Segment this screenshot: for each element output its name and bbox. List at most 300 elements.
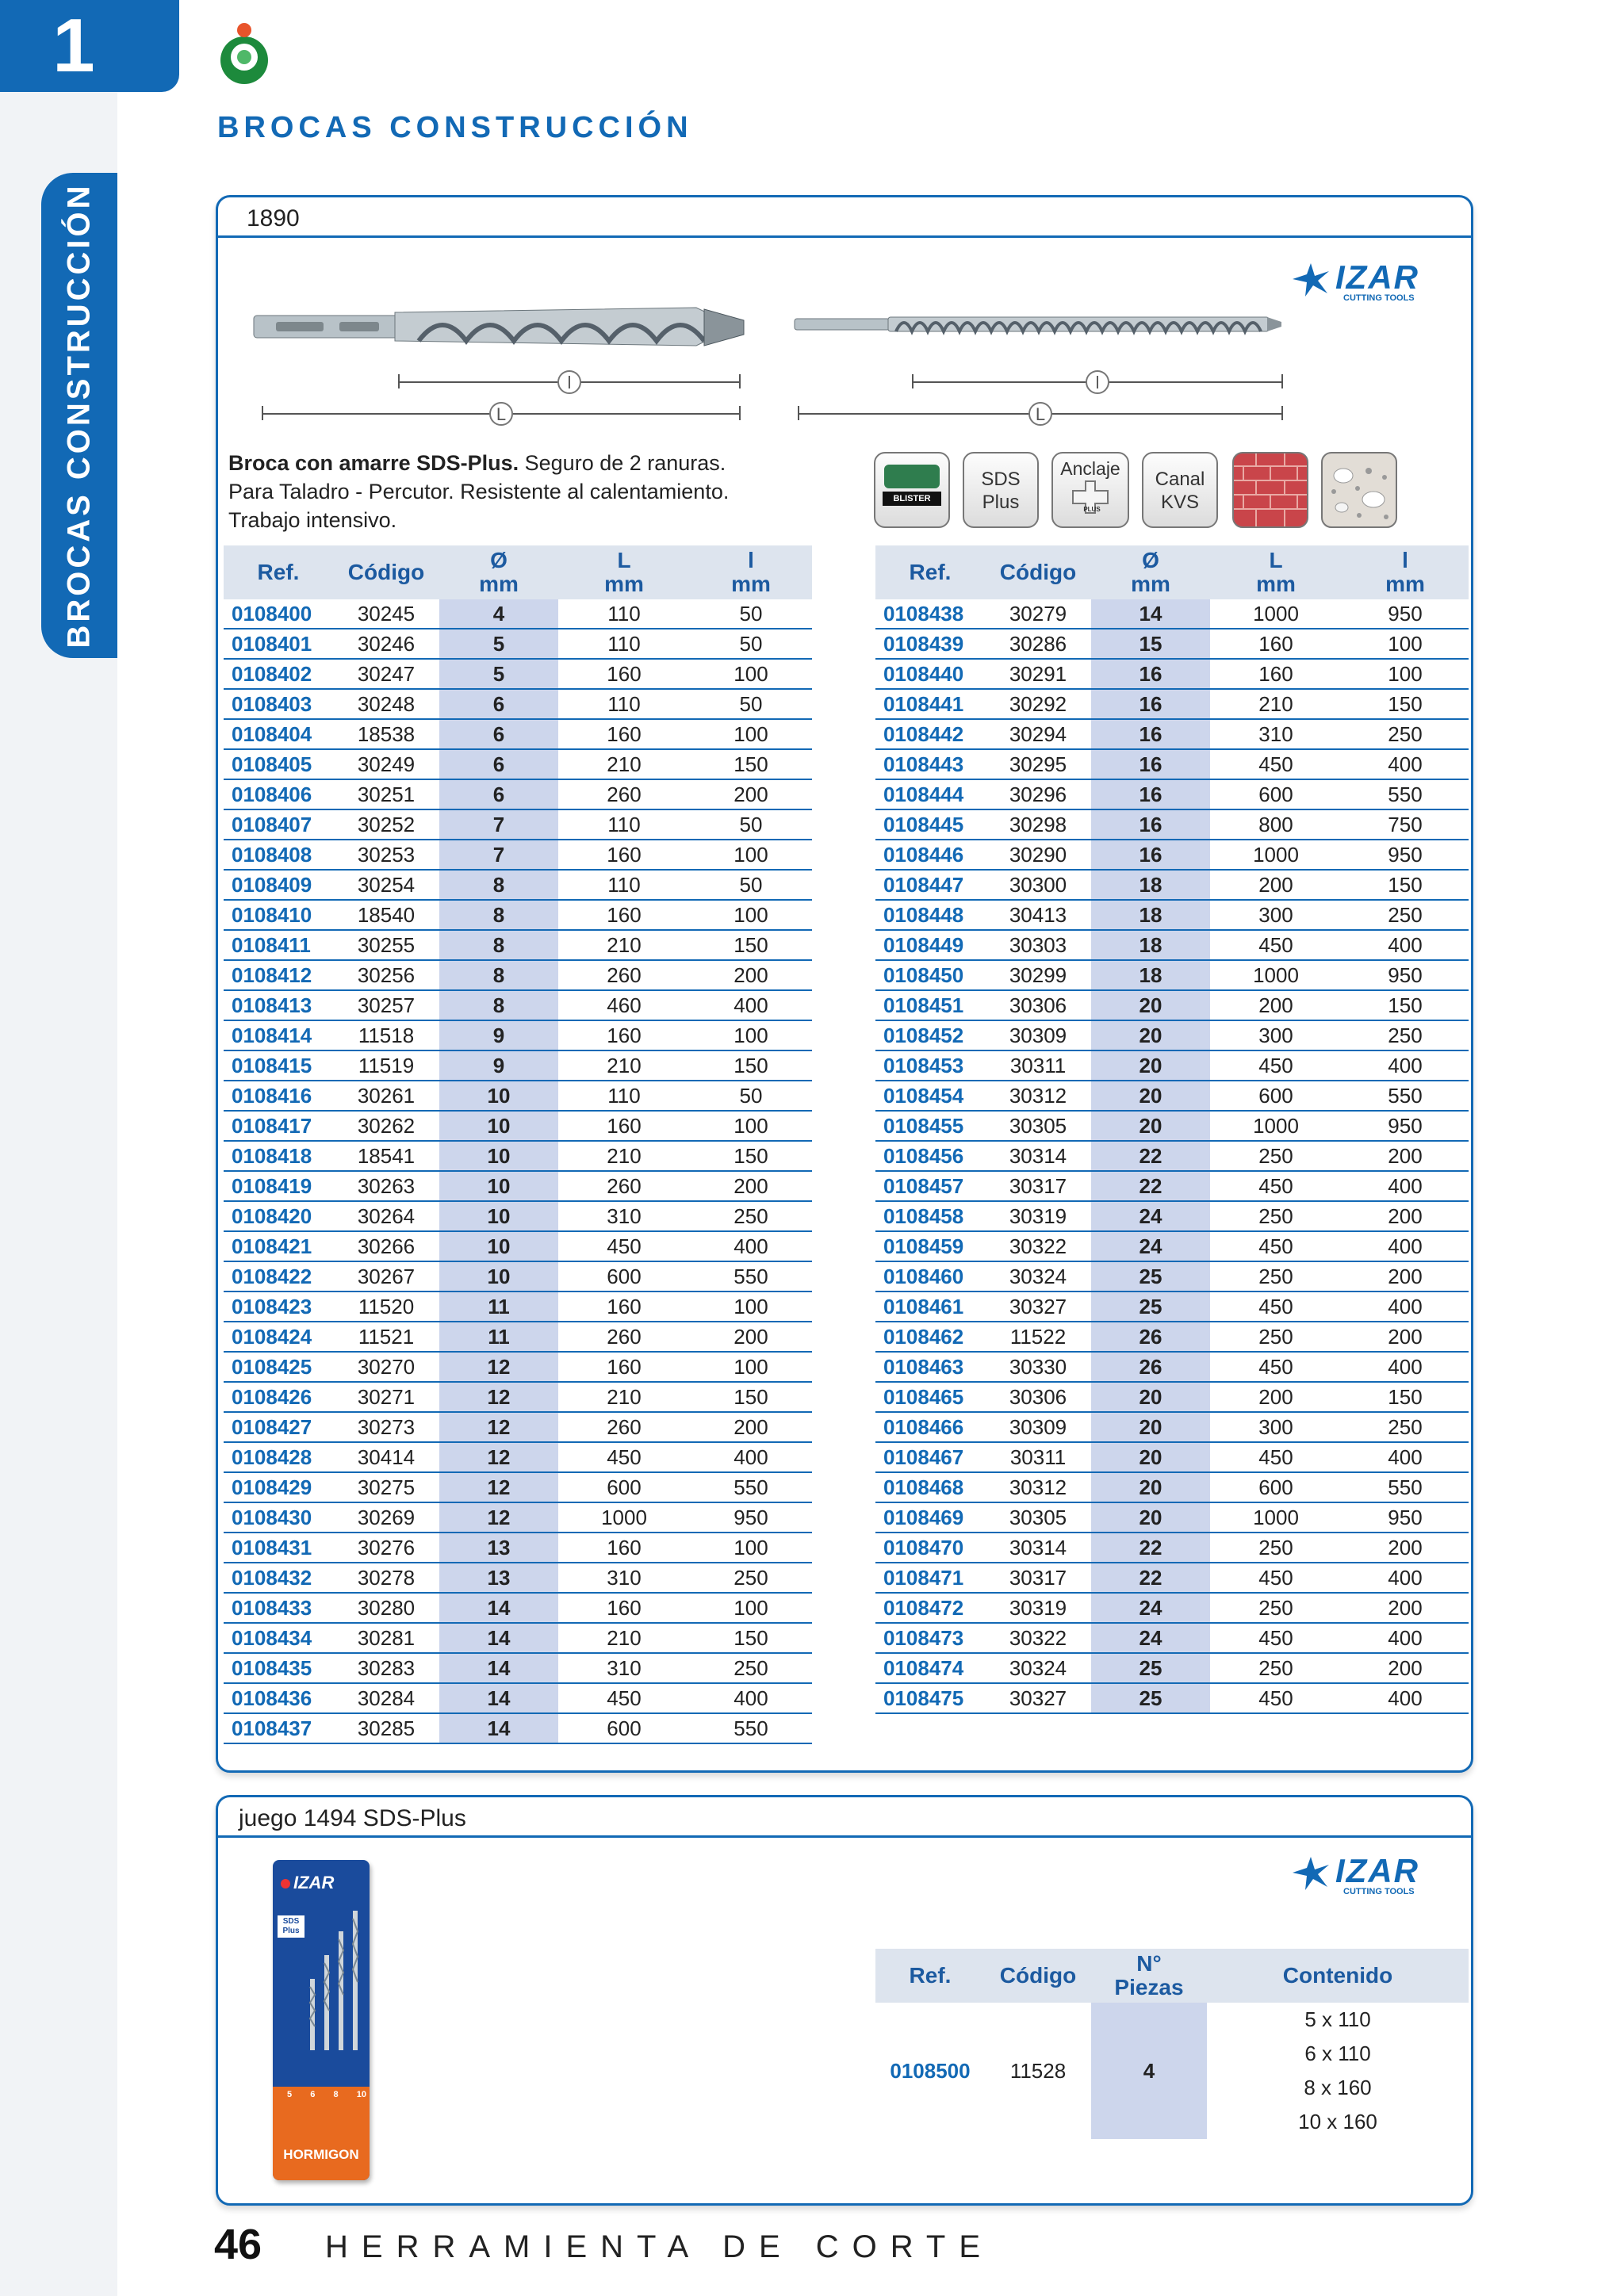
cell-diameter: 20 [1091, 1111, 1210, 1141]
cell-working-length: 950 [1342, 960, 1469, 990]
table-row [875, 1322, 1469, 1352]
anclaje-plus-icon [1051, 452, 1129, 528]
cell-codigo: 30247 [333, 659, 439, 689]
cell-working-length: 100 [690, 1352, 812, 1382]
cell-codigo: 30269 [333, 1502, 439, 1533]
cell-total-length: 450 [1210, 1623, 1342, 1653]
cell-working-length: 150 [690, 1050, 812, 1081]
table-row [875, 1502, 1469, 1533]
header-ref-label: Ref. [909, 1963, 952, 1988]
cell-diameter: 12 [439, 1472, 558, 1502]
table-row [875, 870, 1469, 900]
cell-diameter: 16 [1091, 809, 1210, 840]
cell-working-length: 250 [690, 1201, 812, 1231]
cell-diameter: 22 [1091, 1171, 1210, 1201]
table-row [875, 1563, 1469, 1593]
cell-working-length: 100 [1342, 629, 1469, 659]
cell-ref: 0108424 [224, 1322, 333, 1352]
cell-diameter: 10 [439, 1141, 558, 1171]
blister-icon [874, 452, 950, 528]
cell-codigo: 30311 [985, 1050, 1091, 1081]
page-number: 46 [214, 2221, 262, 2268]
cell-total-length: 160 [558, 659, 690, 689]
cell-codigo: 30330 [985, 1352, 1091, 1382]
header-pieces-label: Piezas [1114, 1975, 1184, 1999]
dim-tick [798, 406, 799, 420]
cell-codigo: 30248 [333, 689, 439, 719]
header-l-label: l [1402, 548, 1408, 572]
cell-ref: 0108420 [224, 1201, 333, 1231]
cell-working-length: 750 [1342, 809, 1469, 840]
cell-ref: 0108449 [875, 930, 985, 960]
cell-codigo: 30290 [985, 840, 1091, 870]
cell-ref: 0108438 [875, 599, 985, 629]
table-row [875, 1050, 1469, 1081]
set-title: juego 1494 SDS-Plus [239, 1805, 466, 1831]
package-size-label: 5 [287, 2090, 293, 2099]
cell-working-length: 100 [690, 1292, 812, 1322]
table-row [224, 1322, 812, 1352]
section-title: BROCAS CONSTRUCCIÓN [217, 111, 693, 144]
cell-ref: 0108462 [875, 1322, 985, 1352]
cell-diameter: 9 [439, 1020, 558, 1050]
cell-codigo: 30263 [333, 1171, 439, 1201]
cell-working-length: 200 [690, 1171, 812, 1201]
cell-working-length: 950 [690, 1502, 812, 1533]
table-row [224, 1352, 812, 1382]
table-row [875, 1231, 1469, 1261]
table-row [875, 809, 1469, 840]
cell-codigo: 11522 [985, 1322, 1091, 1352]
cell-working-length: 250 [690, 1563, 812, 1593]
table-row [224, 1111, 812, 1141]
cell-diameter: 8 [439, 990, 558, 1020]
cell-diameter: 9 [439, 1050, 558, 1081]
header-total-length [1210, 545, 1342, 599]
cell-ref: 0108408 [224, 840, 333, 870]
cell-codigo: 30255 [333, 930, 439, 960]
cell-total-length: 600 [1210, 1472, 1342, 1502]
cell-diameter: 26 [1091, 1352, 1210, 1382]
cell-ref: 0108500 [890, 2058, 971, 2083]
table-row [224, 1653, 812, 1683]
cell-total-length: 200 [1210, 990, 1342, 1020]
cell-codigo: 11519 [333, 1050, 439, 1081]
cell-diameter: 24 [1091, 1201, 1210, 1231]
table-row [875, 1141, 1469, 1171]
table-row [224, 1231, 812, 1261]
cell-codigo: 30245 [333, 599, 439, 629]
cell-codigo: 30257 [333, 990, 439, 1020]
cell-diameter: 22 [1091, 1141, 1210, 1171]
cell-working-length: 200 [690, 1412, 812, 1442]
cell-working-length: 100 [690, 659, 812, 689]
panel-header [218, 1797, 1471, 1838]
cell-working-length: 200 [1342, 1261, 1469, 1292]
cell-working-length: 400 [690, 1231, 812, 1261]
cell-ref: 0108411 [224, 930, 333, 960]
cell-working-length: 200 [1342, 1593, 1469, 1623]
header-L-unit: mm [1256, 572, 1296, 596]
header-L-unit: mm [604, 572, 644, 596]
cell-ref: 0108407 [224, 809, 333, 840]
cell-total-length: 310 [558, 1653, 690, 1683]
cell-working-length: 950 [1342, 599, 1469, 629]
header-ref [875, 1949, 985, 2003]
cell-total-length: 250 [1210, 1261, 1342, 1292]
header-L-label: L [1269, 548, 1283, 572]
cell-ref: 0108473 [875, 1623, 985, 1653]
cell-working-length: 100 [690, 1593, 812, 1623]
cell-ref: 0108430 [224, 1502, 333, 1533]
cell-diameter: 7 [439, 840, 558, 870]
cell-codigo: 30296 [985, 779, 1091, 809]
cell-total-length: 1000 [1210, 599, 1342, 629]
cell-working-length: 200 [690, 1322, 812, 1352]
cell-ref: 0108426 [224, 1382, 333, 1412]
table-row [875, 1593, 1469, 1623]
concrete-icon [1321, 452, 1397, 528]
cell-diameter: 14 [439, 1683, 558, 1713]
cell-codigo: 30309 [985, 1412, 1091, 1442]
spec-table-left [224, 545, 812, 1744]
table-row [224, 1050, 812, 1081]
cell-ref: 0108434 [224, 1623, 333, 1653]
cell-working-length: 250 [1342, 1020, 1469, 1050]
cell-working-length: 150 [1342, 990, 1469, 1020]
cell-ref: 0108448 [875, 900, 985, 930]
cell-total-length: 110 [558, 689, 690, 719]
cell-diameter: 12 [439, 1412, 558, 1442]
izar-star-icon [1291, 1855, 1331, 1892]
cell-ref: 0108433 [224, 1593, 333, 1623]
cell-total-length: 800 [1210, 809, 1342, 840]
header-contents-label: Contenido [1282, 1963, 1393, 1988]
dim-tick [398, 374, 400, 388]
cell-working-length: 100 [690, 719, 812, 749]
header-working-length [690, 545, 812, 599]
chapter-number-tab: 1 [0, 0, 179, 92]
cell-working-length: 400 [690, 990, 812, 1020]
cell-ref: 0108421 [224, 1231, 333, 1261]
cell-diameter: 8 [439, 960, 558, 990]
cell-ref: 0108435 [224, 1653, 333, 1683]
cell-diameter: 25 [1091, 1683, 1210, 1713]
cell-working-length: 200 [1342, 1322, 1469, 1352]
cell-diameter: 10 [439, 1111, 558, 1141]
cell-ref: 0108452 [875, 1020, 985, 1050]
cell-diameter: 12 [439, 1382, 558, 1412]
cell-codigo: 30252 [333, 809, 439, 840]
header-diameter [439, 545, 558, 599]
cell-ref: 0108451 [875, 990, 985, 1020]
table-row [875, 1533, 1469, 1563]
content-item: 6 x 110 [1304, 2042, 1371, 2065]
table-row [224, 659, 812, 689]
cell-diameter: 20 [1091, 1382, 1210, 1412]
cell-codigo: 30279 [985, 599, 1091, 629]
table-row [224, 1292, 812, 1322]
cell-diameter: 12 [439, 1352, 558, 1382]
cell-ref: 0108468 [875, 1472, 985, 1502]
table-row [875, 1683, 1469, 1713]
table-header-row [224, 545, 812, 599]
description-line-1 [228, 449, 847, 477]
cell-ref: 0108401 [224, 629, 333, 659]
cell-codigo: 30278 [333, 1563, 439, 1593]
cell-codigo: 30299 [985, 960, 1091, 990]
cell-codigo: 30285 [333, 1713, 439, 1743]
cell-diameter: 14 [439, 1593, 558, 1623]
cell-diameter: 24 [1091, 1593, 1210, 1623]
cell-total-length: 450 [558, 1231, 690, 1261]
cell-working-length: 250 [690, 1653, 812, 1683]
cell-diameter: 4 [439, 599, 558, 629]
table-row [224, 1382, 812, 1412]
package-size-label: 6 [310, 2090, 316, 2099]
cell-total-length: 160 [558, 1593, 690, 1623]
cell-ref: 0108465 [875, 1382, 985, 1412]
table-row [875, 930, 1469, 960]
cell-total-length: 1000 [1210, 960, 1342, 990]
table-row [224, 1201, 812, 1231]
cell-working-length: 150 [1342, 689, 1469, 719]
izar-tagline: CUTTING TOOLS [1343, 293, 1415, 303]
cell-codigo: 30309 [985, 1020, 1091, 1050]
cell-ref: 0108461 [875, 1292, 985, 1322]
table-header-row [875, 1949, 1469, 2003]
cell-total-length: 260 [558, 1412, 690, 1442]
table-row [875, 1171, 1469, 1201]
cell-working-length: 150 [690, 749, 812, 779]
cell-working-length: 200 [1342, 1201, 1469, 1231]
cell-diameter: 18 [1091, 900, 1210, 930]
table-row [224, 1442, 812, 1472]
cell-total-length: 160 [558, 1352, 690, 1382]
header-ref-label: Ref. [909, 560, 952, 584]
header-codigo [333, 545, 439, 599]
cell-ref: 0108447 [875, 870, 985, 900]
cell-codigo: 30305 [985, 1111, 1091, 1141]
header-pieces [1091, 1949, 1207, 2003]
cell-working-length: 200 [1342, 1533, 1469, 1563]
cell-diameter: 6 [439, 779, 558, 809]
cell-working-length: 150 [690, 1382, 812, 1412]
cell-working-length: 400 [690, 1683, 812, 1713]
set-spec-table [875, 1949, 1469, 2139]
cell-diameter: 20 [1091, 1050, 1210, 1081]
cell-ref: 0108427 [224, 1412, 333, 1442]
cell-total-length: 310 [1210, 719, 1342, 749]
table-row [875, 779, 1469, 809]
cell-codigo: 30314 [985, 1533, 1091, 1563]
cell-total-length: 1000 [1210, 840, 1342, 870]
header-codigo [985, 1949, 1091, 2003]
cell-working-length: 150 [1342, 1382, 1469, 1412]
cell-total-length: 210 [558, 1623, 690, 1653]
cell-ref: 0108414 [224, 1020, 333, 1050]
cell-total-length: 300 [1210, 1412, 1342, 1442]
cell-codigo: 30249 [333, 749, 439, 779]
izar-star-icon [1291, 262, 1331, 298]
cell-codigo: 18538 [333, 719, 439, 749]
cell-diameter: 11 [439, 1292, 558, 1322]
cell-total-length: 210 [558, 749, 690, 779]
header-working-length [1342, 545, 1469, 599]
cell-diameter: 11 [439, 1322, 558, 1352]
brick-icon [1232, 452, 1308, 528]
cell-total-length: 250 [1210, 1322, 1342, 1352]
content-item: 10 x 160 [1298, 2110, 1377, 2133]
cell-diameter: 12 [439, 1442, 558, 1472]
cell-codigo: 30314 [985, 1141, 1091, 1171]
cell-total-length: 210 [558, 1141, 690, 1171]
header-ref [875, 545, 985, 599]
cell-codigo: 30324 [985, 1261, 1091, 1292]
cell-diameter: 10 [439, 1171, 558, 1201]
cell-codigo: 30319 [985, 1201, 1091, 1231]
cell-codigo: 30246 [333, 629, 439, 659]
package-size-label: 8 [333, 2090, 339, 2099]
cell-ref: 0108474 [875, 1653, 985, 1683]
cell-codigo: 18540 [333, 900, 439, 930]
table-row [224, 1412, 812, 1442]
cell-diameter: 26 [1091, 1322, 1210, 1352]
cell-codigo: 30266 [333, 1231, 439, 1261]
cell-working-length: 50 [690, 1081, 812, 1111]
cell-total-length: 310 [558, 1201, 690, 1231]
cell-working-length: 400 [1342, 749, 1469, 779]
header-codigo [985, 545, 1091, 599]
cell-diameter: 16 [1091, 840, 1210, 870]
cell-working-length: 150 [690, 1141, 812, 1171]
cell-ref: 0108471 [875, 1563, 985, 1593]
table-row [875, 1352, 1469, 1382]
table-row [224, 1563, 812, 1593]
cell-ref: 0108440 [875, 659, 985, 689]
table-row [875, 629, 1469, 659]
cell-working-length: 50 [690, 870, 812, 900]
cell-total-length: 110 [558, 629, 690, 659]
cell-ref: 0108428 [224, 1442, 333, 1472]
cell-working-length: 950 [1342, 1502, 1469, 1533]
cell-total-length: 250 [1210, 1653, 1342, 1683]
dim-label-L-2: L [1028, 402, 1052, 426]
table-row [224, 719, 812, 749]
header-l-unit: mm [731, 572, 771, 596]
long-drill-bit-image [793, 311, 1285, 338]
cell-codigo: 30284 [333, 1683, 439, 1713]
cell-ref: 0108475 [875, 1683, 985, 1713]
package-size-strip [273, 2087, 370, 2180]
cell-working-length: 400 [1342, 1442, 1469, 1472]
cell-codigo: 18541 [333, 1141, 439, 1171]
table-row [875, 659, 1469, 689]
cell-total-length: 260 [558, 960, 690, 990]
cell-diameter: 5 [439, 659, 558, 689]
table-row [224, 1171, 812, 1201]
table-row [224, 1623, 812, 1653]
header-diameter [1091, 545, 1210, 599]
cell-codigo: 30261 [333, 1081, 439, 1111]
cell-codigo: 30300 [985, 870, 1091, 900]
cell-total-length: 160 [1210, 659, 1342, 689]
cell-working-length: 400 [1342, 1050, 1469, 1081]
blister-shape [884, 465, 940, 488]
table-row [224, 629, 812, 659]
header-dia-unit: mm [1131, 572, 1170, 596]
cell-codigo: 30280 [333, 1593, 439, 1623]
cell-codigo: 30267 [333, 1261, 439, 1292]
cell-ref: 0108463 [875, 1352, 985, 1382]
cell-total-length: 450 [1210, 1292, 1342, 1322]
panel-header [218, 197, 1471, 238]
dim-tick [1281, 374, 1283, 388]
header-codigo-label: Código [999, 1963, 1077, 1988]
table-row [224, 1593, 812, 1623]
cell-codigo: 30270 [333, 1352, 439, 1382]
cell-codigo: 30303 [985, 930, 1091, 960]
cell-diameter: 6 [439, 719, 558, 749]
dim-label-L: L [489, 402, 513, 426]
table-row [224, 900, 812, 930]
cell-diameter: 14 [439, 1623, 558, 1653]
izar-logo [1291, 258, 1450, 306]
cell-codigo: 30324 [985, 1653, 1091, 1683]
cell-ref: 0108466 [875, 1412, 985, 1442]
cell-codigo: 30298 [985, 809, 1091, 840]
cell-diameter: 10 [439, 1261, 558, 1292]
table-row [875, 1382, 1469, 1412]
table-row [224, 840, 812, 870]
cell-ref: 0108472 [875, 1593, 985, 1623]
cell-diameter: 16 [1091, 689, 1210, 719]
table-row [224, 960, 812, 990]
table-row [224, 1020, 812, 1050]
side-chapter-label: BROCAS CONSTRUCCIÓN [61, 182, 97, 649]
cell-diameter: 16 [1091, 719, 1210, 749]
table-row [875, 1472, 1469, 1502]
cell-codigo: 30262 [333, 1111, 439, 1141]
content-item: 5 x 110 [1304, 2007, 1371, 2031]
cell-ref: 0108456 [875, 1141, 985, 1171]
cell-ref: 0108467 [875, 1442, 985, 1472]
cell-diameter: 10 [439, 1201, 558, 1231]
cell-working-length: 400 [690, 1442, 812, 1472]
cell-total-length: 110 [558, 809, 690, 840]
header-codigo-label: Código [347, 560, 425, 584]
cell-ref: 0108436 [224, 1683, 333, 1713]
table-header-row [875, 545, 1469, 599]
cell-codigo: 30413 [985, 900, 1091, 930]
table-row [224, 1713, 812, 1743]
cell-diameter: 22 [1091, 1533, 1210, 1563]
cell-codigo: 30254 [333, 870, 439, 900]
table-row [224, 1683, 812, 1713]
cell-working-length: 400 [1342, 1563, 1469, 1593]
cell-codigo: 30264 [333, 1201, 439, 1231]
table-row [224, 809, 812, 840]
description-rest: Seguro de 2 ranuras. [519, 451, 726, 475]
footer-text: HERRAMIENTA DE CORTE [325, 2229, 994, 2264]
cell-total-length: 450 [1210, 1683, 1342, 1713]
cell-working-length: 250 [1342, 1412, 1469, 1442]
table-row [875, 1292, 1469, 1322]
cell-total-length: 450 [1210, 1171, 1342, 1201]
package-badge-plus: Plus [282, 1927, 300, 1935]
cell-codigo: 30306 [985, 1382, 1091, 1412]
description-bold: Broca con amarre SDS-Plus. [228, 451, 519, 475]
